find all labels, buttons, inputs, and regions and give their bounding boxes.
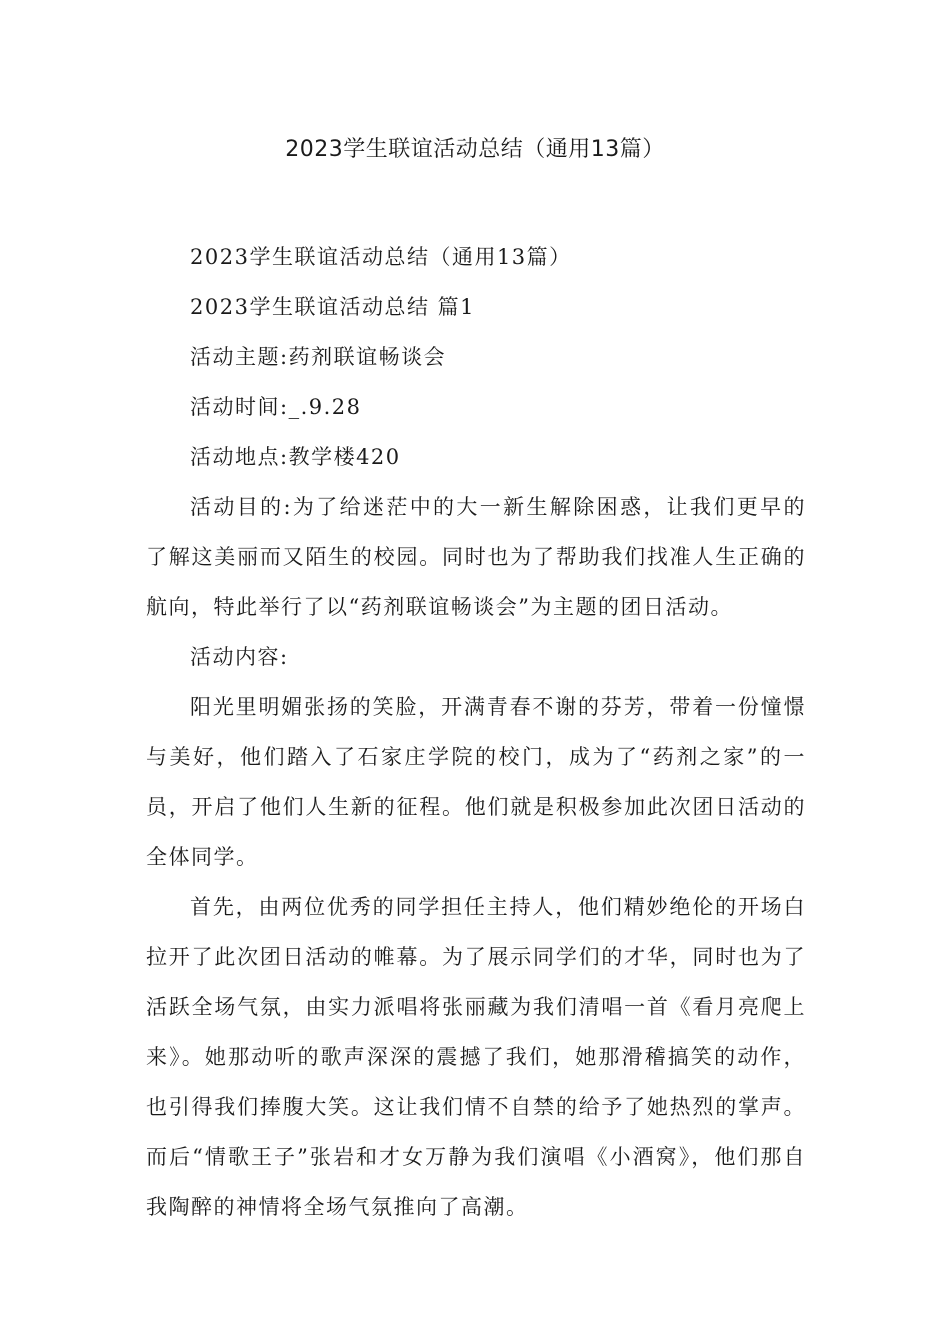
document-body: [146, 232, 806, 1232]
activity-purpose: 活动目的:为了给迷茫中的大一新生解除困惑，让我们更早的了解这美丽而又陌生的校园。同时也为了帮助我们找准人生正确的航向，特此举行了以“药剂联谊畅谈会”为主题的团日活动。: [146, 495, 806, 619]
activity-theme: 活动主题:药剂联谊畅谈会: [190, 345, 447, 369]
document-title: 2023学生联谊活动总结（通用13篇）: [285, 137, 665, 162]
activity-location: 活动地点:教学楼420: [190, 445, 401, 469]
subtitle-paragraph: 2023学生联谊活动总结（通用13篇）: [190, 245, 572, 269]
activity-time: 活动时间:_.9.28: [190, 395, 362, 419]
activity-content-label: 活动内容:: [190, 645, 289, 669]
body-paragraph: 阳光里明媚张扬的笑脸，开满青春不谢的芬芳，带着一份憧憬与美好，他们踏入了石家庄学院的校门，成为了“药剂之家”的一员，开启了他们人生新的征程。他们就是积极参加此次团日活动的全体同学。: [146, 695, 806, 869]
body-paragraph: 首先，由两位优秀的同学担任主持人，他们精妙绝伦的开场白拉开了此次团日活动的帷幕。为了展示同学们的才华，同时也为了活跃全场气氛，由实力派唱将张丽藏为我们清唱一首《看月亮爬上来》。她那动听的歌声深深的震撼了我们，她那滑稽搞笑的动作，也引得我们捧腹大笑。这让我们情不自禁的给予了她热烈的掌声。而后“情歌王子”张岩和才女万静为我们演唱《小酒窝》，他们那自我陶醉的神情将全场气氛推向了高潮。: [146, 895, 806, 1219]
section-heading: 2023学生联谊活动总结 篇1: [190, 295, 475, 319]
